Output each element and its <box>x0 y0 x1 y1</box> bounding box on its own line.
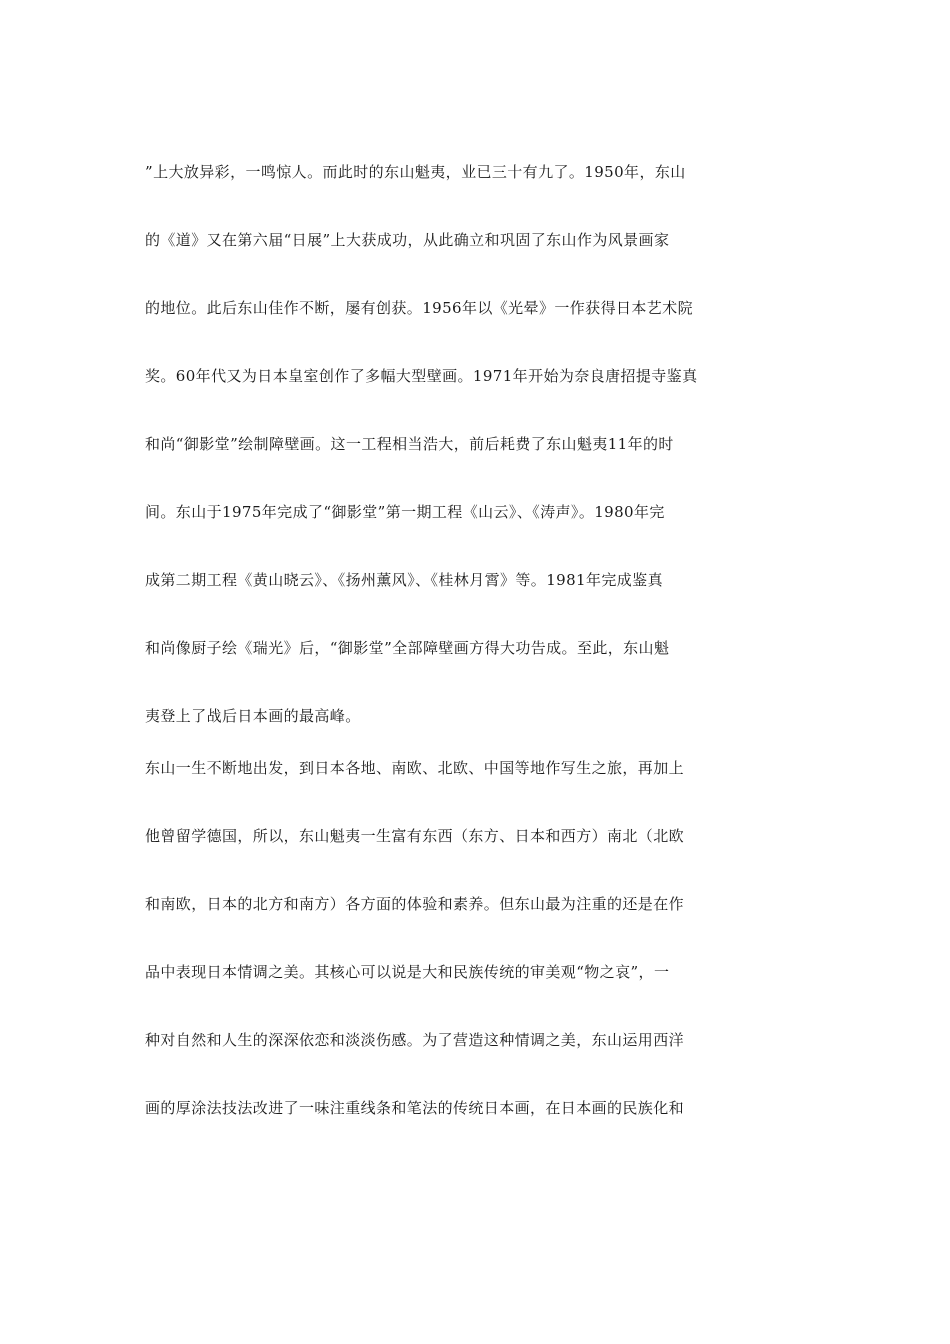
paragraph-1-line-6: 间。东山于1975年完成了“御影堂”第一期工程《山云》、《涛声》。1980年完 <box>145 503 665 521</box>
paragraph-1-line-1: ”上大放异彩，一鸣惊人。而此时的东山魁夷，业已三十有九了。1950年，东山 <box>145 163 686 181</box>
paragraph-1-line-7: 成第二期工程《黄山晓云》、《扬州薰风》、《桂林月霄》等。1981年完成鉴真 <box>145 571 663 589</box>
paragraph-1-line-5: 和尚“御影堂”绘制障壁画。这一工程相当浩大，前后耗费了东山魁夷11年的时 <box>145 435 674 453</box>
paragraph-2-line-2: 他曾留学德国，所以，东山魁夷一生富有东西（东方、日本和西方）南北（北欧 <box>145 827 685 845</box>
paragraph-1-line-8: 和尚像厨子绘《瑞光》后，“御影堂”全部障壁画方得大功告成。至此，东山魁 <box>145 639 670 657</box>
paragraph-2-line-5: 种对自然和人生的深深依恋和淡淡伤感。为了营造这种情调之美，东山运用西洋 <box>145 1031 685 1049</box>
paragraph-1-line-4: 奖。60年代又为日本皇室创作了多幅大型壁画。1971年开始为奈良唐招提寺鉴真 <box>145 367 698 385</box>
paragraph-2-line-4: 品中表现日本情调之美。其核心可以说是大和民族传统的审美观“物之哀”，一 <box>145 963 670 981</box>
paragraph-1-line-2: 的《道》又在第六届“日展”上大获成功，从此确立和巩固了东山作为风景画家 <box>145 231 670 249</box>
paragraph-2-line-3: 和南欧，日本的北方和南方）各方面的体验和素养。但东山最为注重的还是在作 <box>145 895 685 913</box>
paragraph-2-line-6: 画的厚涂法技法改进了一味注重线条和笔法的传统日本画，在日本画的民族化和 <box>145 1099 685 1117</box>
paragraph-1-line-9: 夷登上了战后日本画的最高峰。 <box>145 707 361 725</box>
paragraph-2-line-1: 东山一生不断地出发，到日本各地、南欧、北欧、中国等地作写生之旅，再加上 <box>145 759 685 777</box>
paragraph-1-line-3: 的地位。此后东山佳作不断，屡有创获。1956年以《光晕》一作获得日本艺术院 <box>145 299 693 317</box>
text-body <box>145 159 765 1121</box>
